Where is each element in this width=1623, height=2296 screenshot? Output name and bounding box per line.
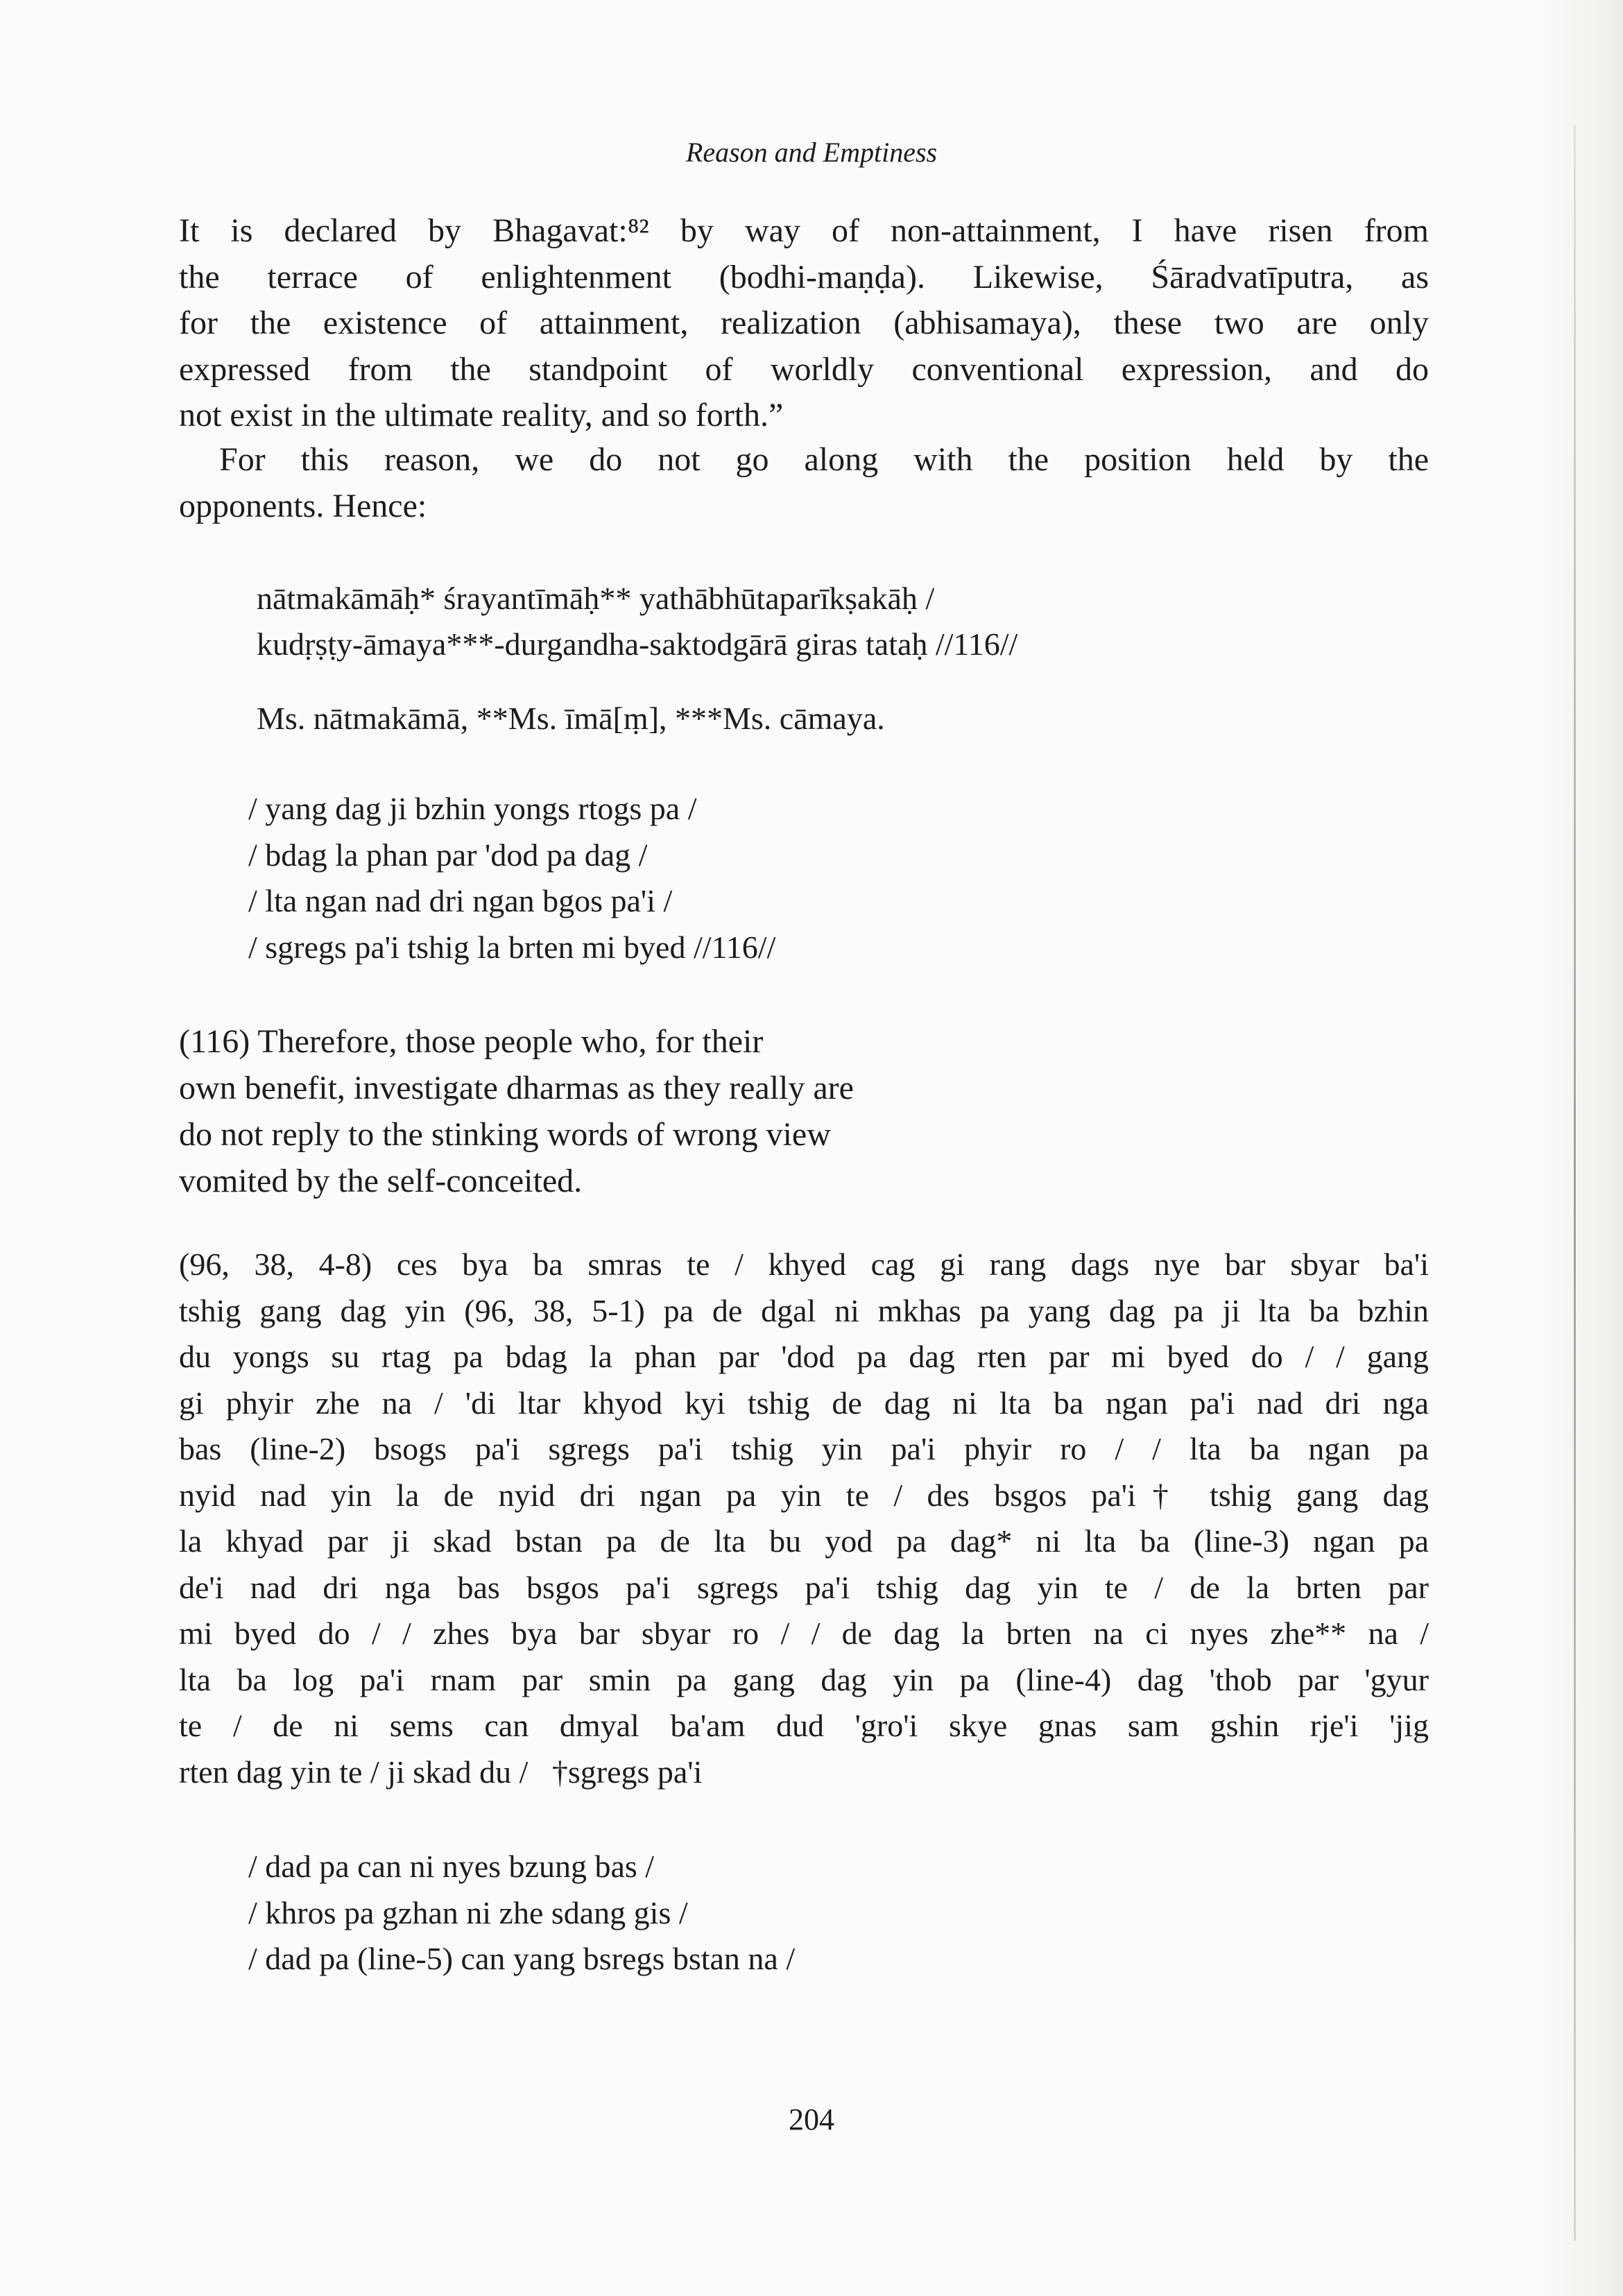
tibetan-verse xyxy=(248,786,1427,970)
page-edge-shadow xyxy=(1540,0,1623,2296)
translation-line: do not reply to the stinking words of wrong view xyxy=(179,1116,831,1153)
verse-line: nātmakāmāḥ* śrayantīmāḥ** yathābhūtaparīkṣakāḥ / xyxy=(257,581,935,616)
paragraph-line: expressed from the standpoint of worldly conventional expression, and do xyxy=(179,350,1429,388)
translation-line: (116) Therefore, those people who, for their xyxy=(179,1023,764,1060)
paragraph-line: For this reason, we do not go along with the position held by the xyxy=(219,441,1429,478)
commentary-line: lta ba log pa'i rnam par smin pa gang dag yin pa (line-4) dag 'thob par 'gyur xyxy=(179,1661,1429,1697)
paragraph-1 xyxy=(179,208,1429,439)
verse-line: / dad pa can ni nyes bzung bas / xyxy=(248,1849,655,1884)
translation-line: own benefit, investigate dharmas as they really are xyxy=(179,1070,854,1106)
paragraph-line: not exist in the ultimate reality, and so forth.” xyxy=(179,397,784,434)
verse-line: / bdag la phan par 'dod pa dag / xyxy=(248,837,648,873)
verse-line: / lta ngan nad dri ngan bgos pa'i / xyxy=(248,883,673,918)
commentary-line: nyid nad yin la de nyid dri ngan pa yin te / des bsgos pa'i† tshig gang dag xyxy=(179,1477,1429,1513)
commentary-line: te / de ni sems can dmyal ba'am dud 'gro'i skye gnas sam gshin rje'i 'jig xyxy=(179,1708,1429,1743)
paragraph-line: for the existence of attainment, realization (abhisamaya), these two are only xyxy=(179,305,1429,341)
commentary-line: (96, 38, 4-8) ces bya ba smras te / khyed cag gi rang dags nye bar sbyar ba'i xyxy=(179,1246,1429,1282)
tibetan-verse-2 xyxy=(248,1844,1427,1982)
page-number: 204 xyxy=(789,2102,834,2136)
sanskrit-verse xyxy=(257,576,1436,667)
verse-line: / yang dag ji bzhin yongs rtogs pa / xyxy=(248,791,697,826)
commentary-line: de'i nad dri nga bas bsgos pa'i sgregs pa'i tshig dag yin te / de la brten par xyxy=(179,1569,1429,1605)
commentary-line: la khyad par ji skad bstan pa de lta bu yod pa dag* ni lta ba (line-3) ngan pa xyxy=(179,1523,1429,1559)
paragraph-line: It is declared by Bhagavat:⁸² by way of non-attainment, I have risen from xyxy=(179,212,1429,249)
commentary-line: mi byed do / / zhes bya bar sbyar ro / / de dag la brten na ci nyes zhe** na / xyxy=(179,1616,1429,1651)
verse-line: / dad pa (line-5) can yang bsregs bstan na / xyxy=(248,1941,796,1976)
paragraph-2 xyxy=(179,437,1429,529)
verse-line: / khros pa gzhan ni zhe sdang gis / xyxy=(248,1894,688,1930)
paragraph-line: the terrace of enlightenment (bodhi-maṇḍa). Likewise, Śāradvatīputra, as xyxy=(179,258,1429,295)
paragraph-line: opponents. Hence: xyxy=(179,487,427,524)
commentary-line: gi phyir zhe na / 'di ltar khyod kyi tshig de dag ni lta ba ngan pa'i nad dri nga xyxy=(179,1385,1429,1421)
commentary-line: rten dag yin te / ji skad du / †sgregs pa'i xyxy=(179,1754,703,1790)
commentary-line: bas (line-2) bsogs pa'i sgregs pa'i tshig yin pa'i phyir ro / / lta ba ngan pa xyxy=(179,1431,1429,1466)
tibetan-commentary xyxy=(179,1242,1429,1795)
note-line: Ms. nātmakāmā, **Ms. īmā[ṃ], ***Ms. cāmaya. xyxy=(257,701,885,736)
commentary-line: tshig gang dag yin (96, 38, 5-1) pa de dgal ni mkhas pa yang dag pa ji lta ba bzhin xyxy=(179,1292,1429,1328)
commentary-line: du yongs su rtag pa bdag la phan par 'dod pa dag rten par mi byed do / / gang xyxy=(179,1339,1429,1374)
verse-translation xyxy=(179,1018,1429,1204)
binding-edge xyxy=(1574,125,1576,2241)
verse-line: / sgregs pa'i tshig la brten mi byed //116// xyxy=(248,929,776,965)
running-head: Reason and Emptiness xyxy=(685,137,938,168)
verse-line: kudṛṣṭy-āmaya***-durgandha-saktodgārā giras tataḥ //116// xyxy=(257,626,1018,662)
manuscript-note xyxy=(257,696,1436,742)
translation-line: vomited by the self-conceited. xyxy=(179,1163,583,1199)
